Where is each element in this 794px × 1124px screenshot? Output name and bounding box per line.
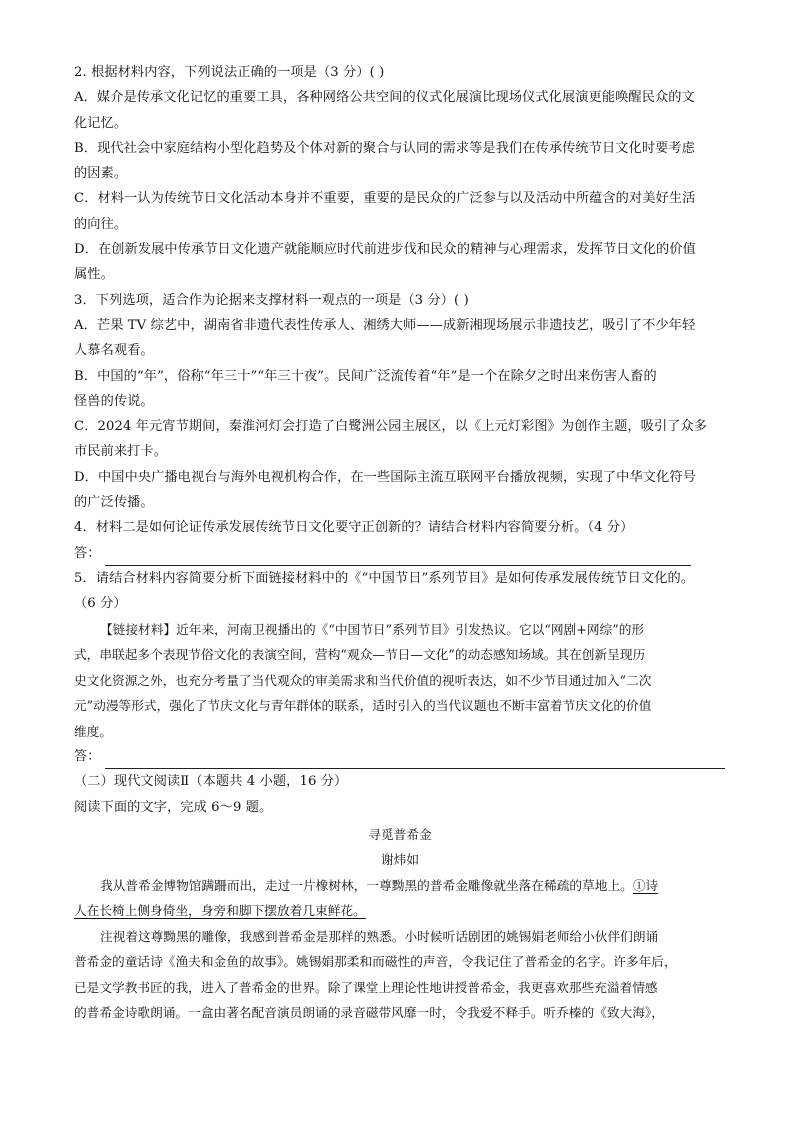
option-2a: A．媒介是传承文化记忆的重要工具，各种网络公共空间的仪式化展演比现场仪式化展演更能唤醒民众的文 <box>74 90 695 106</box>
option-2d: D．在创新发展中传承节日文化遗产就能顺应时代前进步伐和民众的精神与心理需求，发挥节日文化的价值 <box>74 242 696 258</box>
answer-blank[interactable] <box>105 551 691 566</box>
article-paragraph-line: 的普希金诗歌朗诵。一盒由著名配音演员朗诵的录音磁带风靡一时，令我爱不释手。听乔榛的《致大海》， <box>74 1005 664 1021</box>
option-2c-cont: 的向往。 <box>74 216 128 232</box>
article-text: 我从普希金博物馆蹒跚而出，走过一片橡树林，一尊黝黑的普希金雕像就坐落在稀疏的草地上。 <box>100 877 633 893</box>
underlined-sentence-marker: ①诗 <box>632 877 659 893</box>
option-3b: B．中国的“年”，俗称“年三十”“年三十夜”。民间广泛流传着“年”是一个在除夕之时出来伤害人畜的 <box>74 368 657 384</box>
link-material-line: 式，串联起多个表现节俗文化的表演空间，营构“观众—节日—文化”的动态感知场域。其在创新呈现历 <box>74 647 646 663</box>
question-5-score: （6 分） <box>74 596 127 612</box>
option-3a: A．芒果 TV 综艺中，湖南省非遗代表性传承人、湘绣大师——成新湘现场展示非遗技艺，吸引了不少年轻 <box>74 317 696 333</box>
answer-label: 答： <box>74 545 101 561</box>
question-4-stem: 4．材料二是如何论证传承发展传统节日文化要守正创新的？请结合材料内容简要分析。（4 分） <box>74 520 634 536</box>
link-material-line: 元”动漫等形式，强化了节庆文化与青年群体的联系，适时引入的当代议题也不断丰富着节庆文化的价值 <box>74 698 652 714</box>
option-2a-cont: 化记忆。 <box>74 115 128 131</box>
article-paragraph-line: 普希金的童话诗《渔夫和金鱼的故事》。姚锡娟那柔和而磁性的声音，令我记住了普希金的名字。许多年后， <box>74 954 677 970</box>
option-3b-cont: 怪兽的传说。 <box>74 393 154 409</box>
option-3d: D．中国中央广播电视台与海外电视机构合作，在一些国际主流互联网平台播放视频，实现了中华文化符号 <box>74 469 696 485</box>
link-material-line: 史文化资源之外，也充分考量了当代观众的审美需求和当代价值的视听表达，如不少节目通过加入“二次 <box>74 672 652 688</box>
section-heading: （二）现代文阅读Ⅱ（本题共 4 小题，16 分） <box>74 774 348 790</box>
article-author: 谢炜如 <box>380 852 420 868</box>
article-paragraph-line <box>74 873 726 899</box>
question-3-stem: 3．下列选项，适合作为论据来支撑材料一观点的一项是（3 分）( ) <box>74 292 469 308</box>
section-instruction: 阅读下面的文字，完成 6～9 题。 <box>74 799 273 815</box>
answer-blank[interactable] <box>105 754 725 769</box>
underlined-sentence: 人在长椅上侧身倚坐，身旁和脚下摆放着几束鲜花。 <box>74 903 366 919</box>
option-2b: B．现代社会中家庭结构小型化趋势及个体对新的聚合与认同的需求等是我们在传承传统节日文化时要考虑 <box>74 140 696 156</box>
article-paragraph-line: 已是文学教书匠的我，进入了普希金的世界。除了课堂上理论性地讲授普希金，我更喜欢那些充溢着情感 <box>74 979 658 995</box>
answer-line-4[interactable] <box>74 541 726 566</box>
option-2c: C．材料一认为传统节日文化活动本身并不重要，重要的是民众的广泛参与以及活动中所蕴含的对美好生活 <box>74 191 696 207</box>
option-3a-cont: 人慕名观看。 <box>74 343 154 359</box>
question-2-stem: 2. 根据材料内容，下列说法正确的一项是（3 分）( ) <box>74 65 385 80</box>
article-title: 寻觅普希金 <box>368 826 432 842</box>
link-material-line: 【链接材料】近年来，河南卫视播出的《“中国节日”系列节目》引发热议。它以“网剧+网综”的形 <box>100 621 645 637</box>
link-material-line: 维度。 <box>74 723 113 739</box>
answer-label: 答： <box>74 749 101 765</box>
article-paragraph-line <box>74 898 726 924</box>
question-5-stem: 5．请结合材料内容简要分析下面链接材料中的《“中国节日”系列节目》是如何传承发展传统节日文化的。 <box>74 570 695 586</box>
option-3c-cont: 市民前来打卡。 <box>74 444 168 460</box>
option-2b-cont: 的因素。 <box>74 166 128 182</box>
option-3d-cont: 的广泛传播。 <box>74 495 154 511</box>
option-3c: C．2024 年元宵节期间，秦淮河灯会打造了白鹭洲公园主展区，以《上元灯彩图》为创作主题，吸引了众多 <box>74 419 708 435</box>
option-2d-cont: 属性。 <box>74 267 114 283</box>
answer-line-5[interactable] <box>74 744 726 769</box>
exam-page <box>74 60 726 1026</box>
article-paragraph-line: 注视着这尊黝黑的雕像，我感到普希金是那样的熟悉。小时候听话剧团的姚锡娟老师给小伙伴们朗诵 <box>100 928 659 944</box>
